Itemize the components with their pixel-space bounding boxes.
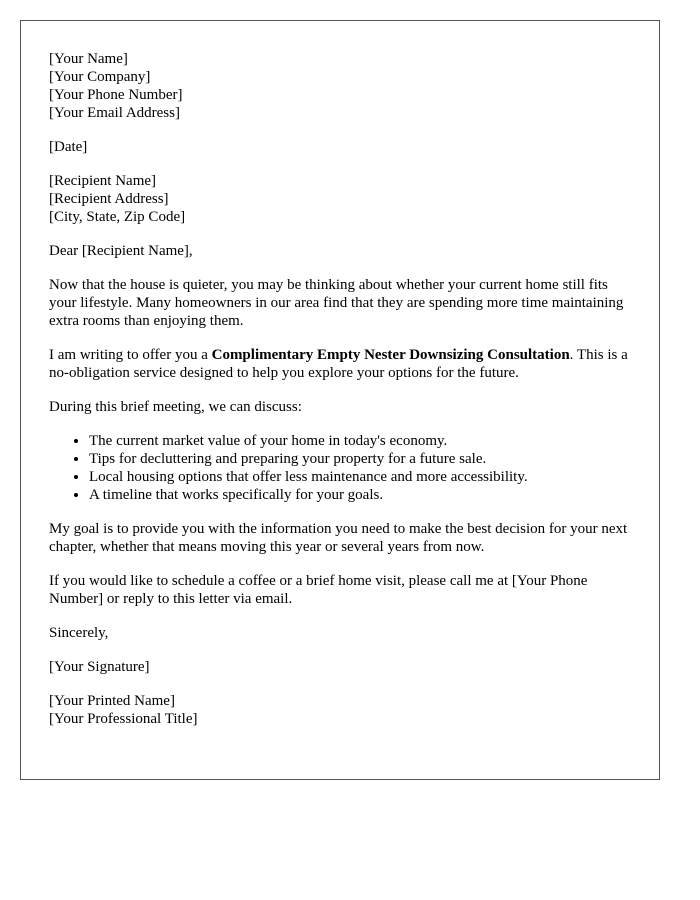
body-paragraph-2 [49,346,631,382]
discussion-list [49,432,631,504]
salutation: Dear [Recipient Name], [49,243,193,259]
date-block [49,138,631,156]
body-paragraph-5: If you would like to schedule a coffee or a brief home visit, please call me at [Your Phone Number] or reply to this letter via email. [49,573,588,607]
closing: Sincerely, [49,625,109,641]
recipient-address: [Recipient Address] [49,191,169,207]
list-item: • Tips for decluttering and preparing your property for a future sale. [89,450,631,468]
sender-name: [Your Name] [49,51,128,67]
body-paragraph-3: During this brief meeting, we can discuss: [49,399,302,415]
printed-name: [Your Printed Name] [49,693,175,709]
recipient-block [49,172,631,226]
letter-date: [Date] [49,139,88,155]
offer-title: Complimentary Empty Nester Downsizing Consultation [211,347,570,363]
recipient-name: [Recipient Name] [49,173,157,189]
sender-phone: [Your Phone Number] [49,87,183,103]
body-paragraph-1: Now that the house is quieter, you may be thinking about whether your current home still fits your lifestyle. Many homeowners in our area find that they are spending more time maintaining extra rooms than enjoying them. [49,277,624,329]
sender-email: [Your Email Address] [49,105,180,121]
professional-title: [Your Professional Title] [49,711,198,727]
sender-company: [Your Company] [49,69,151,85]
list-item: • The current market value of your home in today's economy. [89,432,631,450]
offer-intro-text: I am writing to offer you a [49,347,212,363]
letter-page [20,20,660,780]
list-item: • A timeline that works specifically for your goals. [89,486,631,504]
recipient-city-state-zip: [City, State, Zip Code] [49,209,186,225]
body-paragraph-4: My goal is to provide you with the information you need to make the best decision for your next chapter, whether that means moving this year or several years from now. [49,521,628,555]
signature: [Your Signature] [49,659,150,675]
sender-block [49,50,631,122]
signoff-block [49,692,631,728]
offer-description-text: . This is a no-obligation service designed to help you explore your options for the future. [49,347,628,381]
list-item: • Local housing options that offer less maintenance and more accessibility. [89,468,631,486]
